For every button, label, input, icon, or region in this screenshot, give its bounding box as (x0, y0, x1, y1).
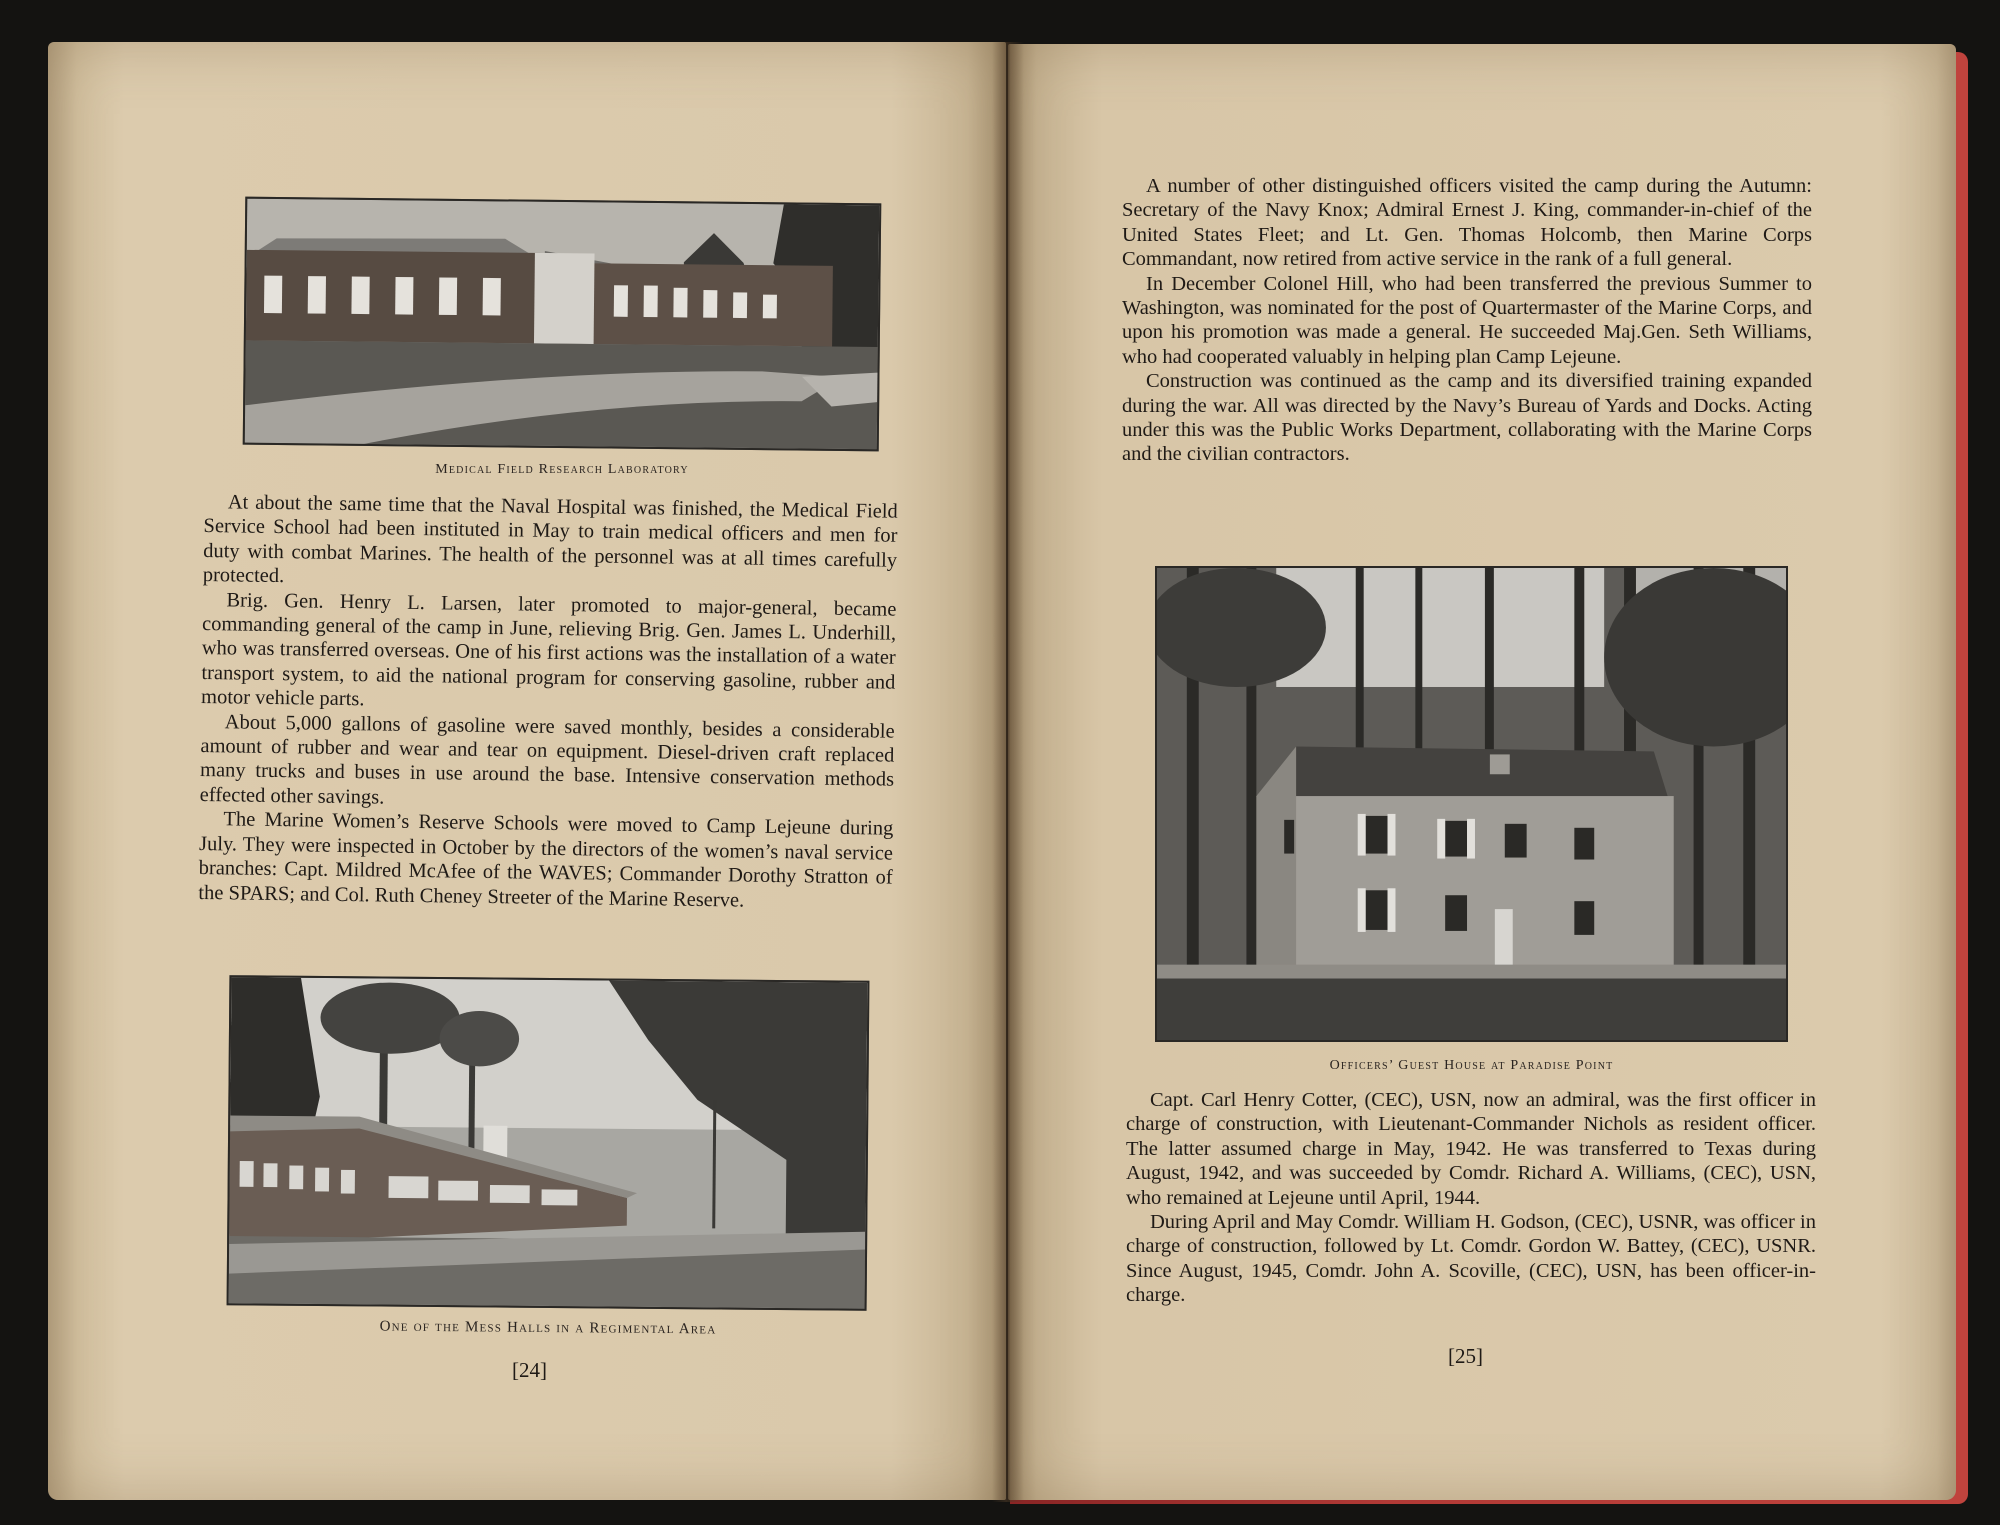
left-paragraph: At about the same time that the Naval Hospital was finished, the Medical Field Service School had been instituted in May to train medical officers and men for duty with combat Marines. The health of the personnel was at all times carefully protected. (202, 491, 898, 588)
left-paragraph: Brig. Gen. Henry L. Larsen, later promoted to major-general, became commanding general of the camp in June, relieving Brig. Gen. James L. Underhill, who was transferred overseas. One of his first actions was the installation of a water transport system, to aid the national program for conserving gasoline, rubber and motor vehicle parts. (200, 588, 897, 711)
right-paragraph: In December Colonel Hill, who had been transferred the previous Summer to Washington, was nominated for the post of Quartermaster of the Marine Corps, and upon his promotion was made a general. He succeeded Maj.Gen. Seth Williams, who had cooperated valuably in helping plan Camp Lejeune. (1122, 272, 1812, 368)
book-gutter (992, 42, 1024, 1502)
caption-medical-lab: Medical Field Research Laboratory (435, 462, 689, 477)
page-number-left: [24] (512, 1358, 547, 1382)
page-number-right: [25] (1448, 1344, 1483, 1368)
right-paragraph: A number of other distinguished officers visited the camp during the Autumn: Secretary of the Navy Knox; Admiral Ernest J. King, commander-in-chief of the United States Fleet; and Lt. Gen. Thomas Holcomb, then Marine Corps Commandant, now retired from active service in the rank of a full general. (1122, 175, 1812, 271)
photo-officers-guest-house (1155, 566, 1788, 1042)
caption-guest-house: Officers’ Guest House at Paradise Point (1329, 1058, 1614, 1073)
right-paragraph: Construction was continued as the camp and its diversified training expanded during the war. All was directed by the Navy’s Bureau of Yards and Docks. Acting under this was the Public Works Department, collaborating with the Marine Corps and the civilian contractors. (1122, 370, 1812, 466)
right-body-text-top (1122, 174, 1812, 467)
left-paragraph: The Marine Women’s Reserve Schools were moved to Camp Lejeune during July. They were inspected in October by the directors of the women’s naval service branches: Capt. Mildred McAfee of the WAVES; Commander Dorothy Stratton of the SPARS; and Col. Ruth Cheney Streeter of the Marine Reserve. (198, 808, 894, 912)
right-paragraph: During April and May Comdr. William H. Godson, (CEC), USNR, was officer in charge of construction, followed by Lt. Comdr. Gordon W. Battey, (CEC), USNR. Since August, 1945, Comdr. John A. Scoville, (CEC), USN, has been officer-in-charge. (1126, 1211, 1816, 1307)
left-paragraph: About 5,000 gallons of gasoline were saved monthly, besides a considerable amount of rubber and wear and tear on equipment. Diesel-driven craft replaced many trucks and buses in use around the base. Intensive conservation methods effected other savings. (199, 710, 895, 809)
photo-medical-field-research-laboratory (243, 197, 882, 452)
right-body-text-bottom (1126, 1088, 1816, 1308)
photo-mess-hall (227, 975, 870, 1311)
right-paragraph: Capt. Carl Henry Cotter, (CEC), USN, now an admiral, was the first officer in charge of construction, with Lieutenant-Commander Nichols as resident officer. The latter assumed charge in May, 1942. He was transferred to Texas during August, 1942, and was succeeded by Comdr. Richard A. Williams, (CEC), USN, who remained at Lejeune until April, 1944. (1126, 1089, 1816, 1209)
left-body-text (198, 490, 898, 915)
caption-mess-hall: One of the Mess Halls in a Regimental Area (379, 1318, 717, 1338)
